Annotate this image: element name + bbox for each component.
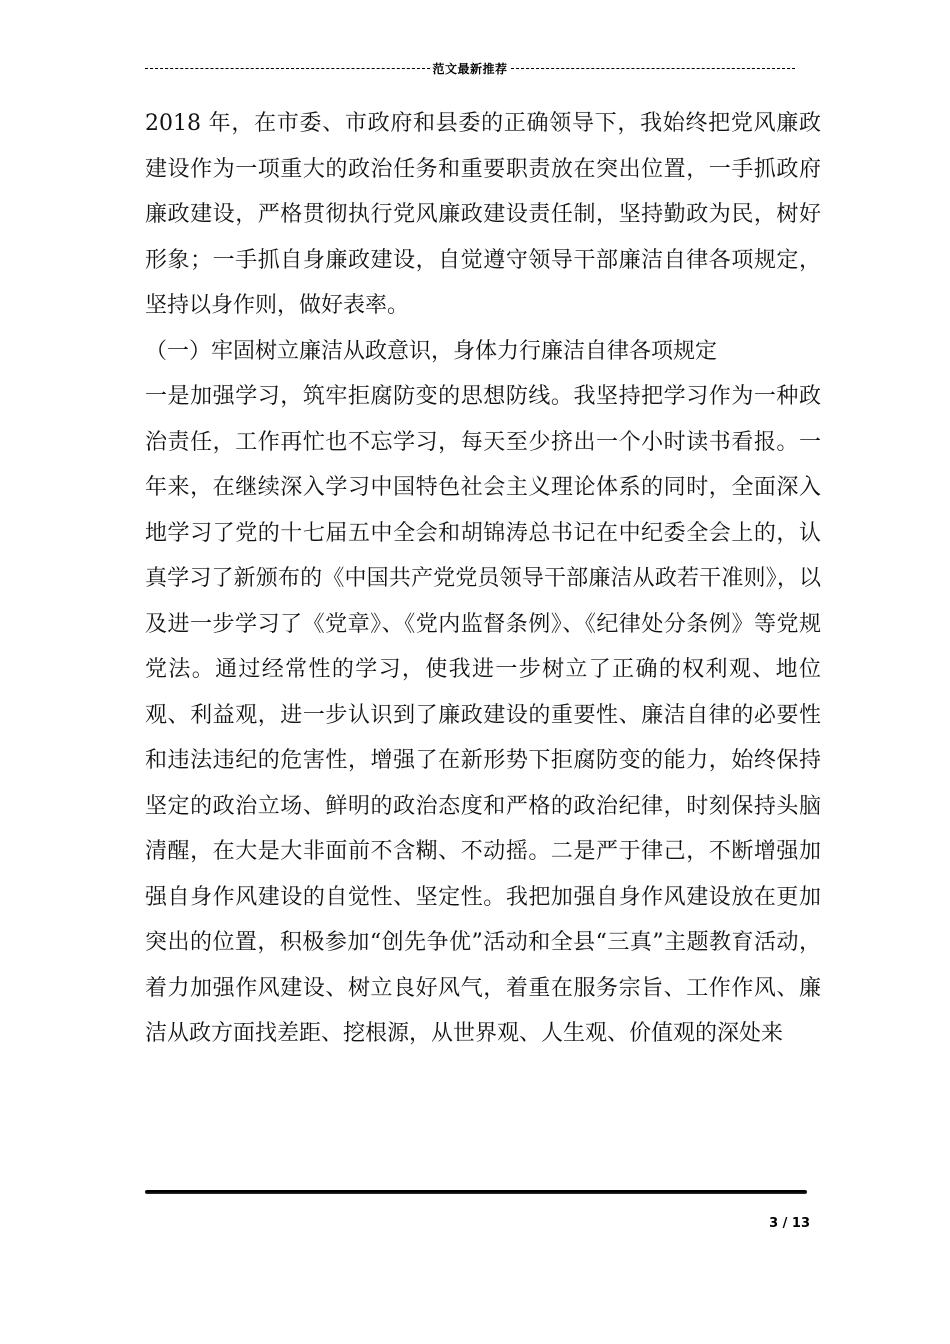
- footer-divider: [145, 1190, 807, 1194]
- header-dash-right: [511, 68, 796, 69]
- page-header: [145, 58, 795, 78]
- document-body: [145, 101, 821, 1057]
- paragraph-study: 一是加强学习，筑牢拒腐防变的思想防线。我坚持把学习作为一种政治责任，工作再忙也不忘学习，每天至少挤出一个小时读书看报。一年来，在继续深入学习中国特色社会主义理论体系的同时，全面深入地学习了党的十七届五中全会和胡锦涛总书记在中纪委全会上的，认真学习了新颁布的《中国共产党党员领导干部廉洁从政若干准则》，以及进一步学习了《党章》、《党内监督条例》、《纪律处分条例》等党规党法。通过经常性的学习，使我进一步树立了正确的权利观、地位观、利益观，进一步认识到了廉政建设的重要性、廉洁自律的必要性和违法违纪的危害性，增强了在新形势下拒腐防变的能力，始终保持坚定的政治立场、鲜明的政治态度和严格的政治纪律，时刻保持头脑清醒，在大是大非面前不含糊、不动摇。二是严于律己，不断增强加强自身作风建设的自觉性、坚定性。我把加强自身作风建设放在更加突出的位置，积极参加“创先争优”活动和全县“三真”主题教育活动，着力加强作风建设、树立良好风气，着重在服务宗旨、工作作风、廉洁从政方面找差距、挖根源，从世界观、人生观、价值观的深处来: [145, 384, 821, 1046]
- header-title: 范文最新推荐: [432, 61, 508, 76]
- header-dash-left: [145, 68, 430, 69]
- section-heading: （一）牢固树立廉洁从政意识，身体力行廉洁自律各项规定: [145, 338, 718, 364]
- page-number: 3 / 13: [769, 1216, 810, 1231]
- paragraph-intro: 2018 年，在市委、市政府和县委的正确领导下，我始终把党风廉政建设作为一项重大的政治任务和重要职责放在突出位置，一手抓政府廉政建设，严格贯彻执行党风廉政建设责任制，坚持勤政为民，树好形象；一手抓自身廉政建设，自觉遵守领导干部廉洁自律各项规定，坚持以身作则，做好表率。: [145, 111, 821, 318]
